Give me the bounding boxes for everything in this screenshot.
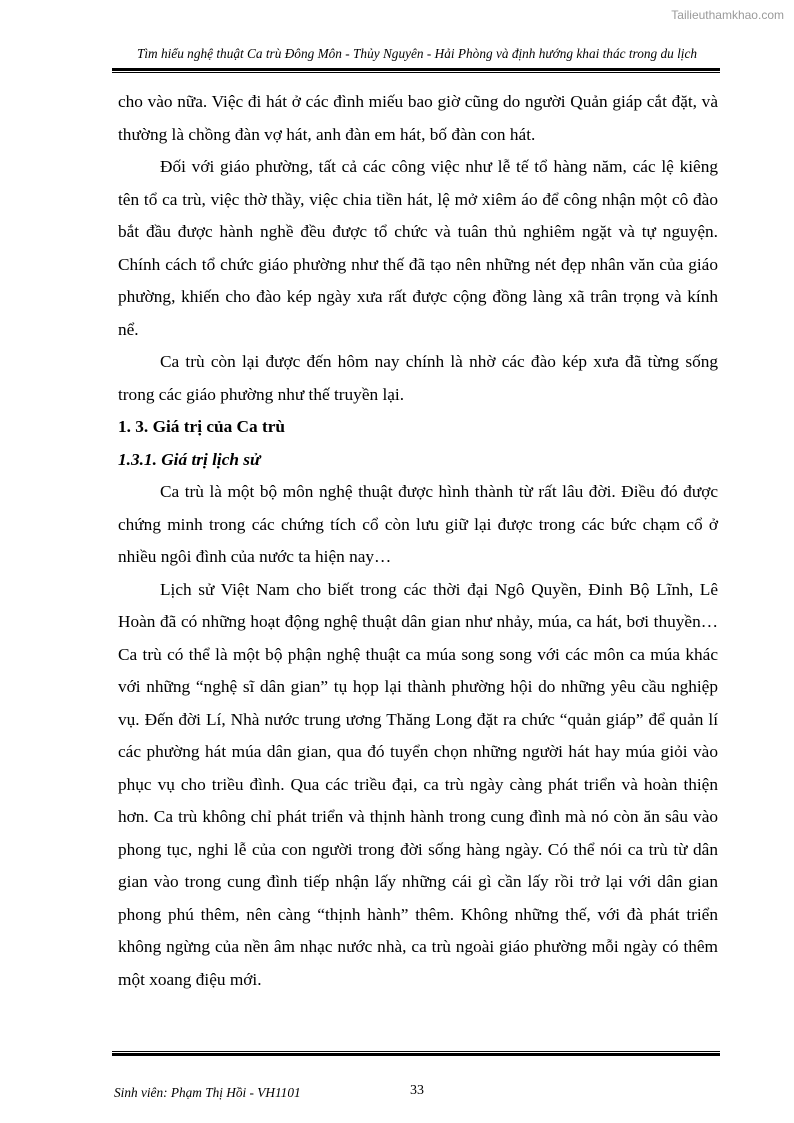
- section-heading: 1. 3. Giá trị của Ca trù: [118, 417, 286, 436]
- footer-rule: [112, 1051, 720, 1056]
- paragraph-guild-organization: Đối với giáo phường, tất cả các công việc như lễ tế tổ hàng năm, các lệ kiêng tên tổ ca trù, việc thờ thầy, việc chia tiền hát, lệ mở xiêm áo để công nhận một cô đào bắt đầu được hành nghề đều được tổ chức và tuân thủ nghiêm ngặt và tự nguyện. Chính cách tổ chức giáo phường như thế đã tạo nên những nét đẹp nhân văn của giáo phường, khiến cho đào kép ngày xưa rất được cộng đồng làng xã trân trọng và kính nể.: [118, 157, 718, 339]
- subsection-heading: 1.3.1. Giá trị lịch sử: [118, 449, 261, 469]
- running-header: Tìm hiểu nghệ thuật Ca trù Đông Môn - Thủy Nguyên - Hải Phòng và định hướng khai thác trong du lịch: [136, 46, 698, 61]
- paragraph-continuation: cho vào nữa. Việc đi hát ở các đình miếu bao giờ cũng do người Quản giáp cắt đặt, và thường là chồng đàn vợ hát, anh đàn em hát, bố đàn con hát.: [118, 92, 718, 144]
- footer-author: Sinh viên: Phạm Thị Hồi - VH1101: [114, 1085, 301, 1100]
- watermark: Tailieuthamkhao.com: [671, 8, 784, 22]
- page-body: [118, 86, 718, 996]
- paragraph-history-detail: Lịch sử Việt Nam cho biết trong các thời đại Ngô Quyền, Đinh Bộ Lĩnh, Lê Hoàn đã có những hoạt động nghệ thuật dân gian như nhảy, múa, ca hát, bơi thuyền… Ca trù có thể là một bộ phận nghệ thuật ca múa song song với các môn ca múa khác với những “nghệ sĩ dân gian” tụ họp lại thành phường hội do những yêu cầu nghiệp vụ. Đến đời Lí, Nhà nước trung ương Thăng Long đặt ra chức “quản giáp” để quản lí các phường hát múa dân gian, qua đó tuyển chọn những người hát hay múa giỏi vào phục vụ cho triều đình. Qua các triều đại, ca trù ngày càng phát triển và hoàn thiện hơn. Ca trù không chỉ phát triển và thịnh hành trong cung đình mà nó còn ăn sâu vào phong tục, nghi lễ của con người trong đời sống hàng ngày. Có thể nói ca trù từ dân gian vào trong cung đình tiếp nhận lấy những cái gì cần lấy rồi trở lại với dân gian phong phú thêm, nên càng “thịnh hành” thêm. Không những thế, với đà phát triển không ngừng của nền âm nhạc nước nhà, ca trù ngoài giáo phường mỗi ngày có thêm một xoang điệu mới.: [118, 579, 718, 989]
- paragraph-historical-origin: Ca trù là một bộ môn nghệ thuật được hình thành từ rất lâu đời. Điều đó được chứng minh trong các chứng tích cổ còn lưu giữ lại được trong các bức chạm cổ ở nhiều ngôi đình của nước ta hiện nay…: [118, 482, 718, 566]
- paragraph-guild-legacy: Ca trù còn lại được đến hôm nay chính là nhờ các đào kép xưa đã từng sống trong các giáo phường như thế truyền lại.: [118, 352, 718, 404]
- header-rule: [112, 68, 720, 73]
- page-number: 33: [410, 1083, 424, 1098]
